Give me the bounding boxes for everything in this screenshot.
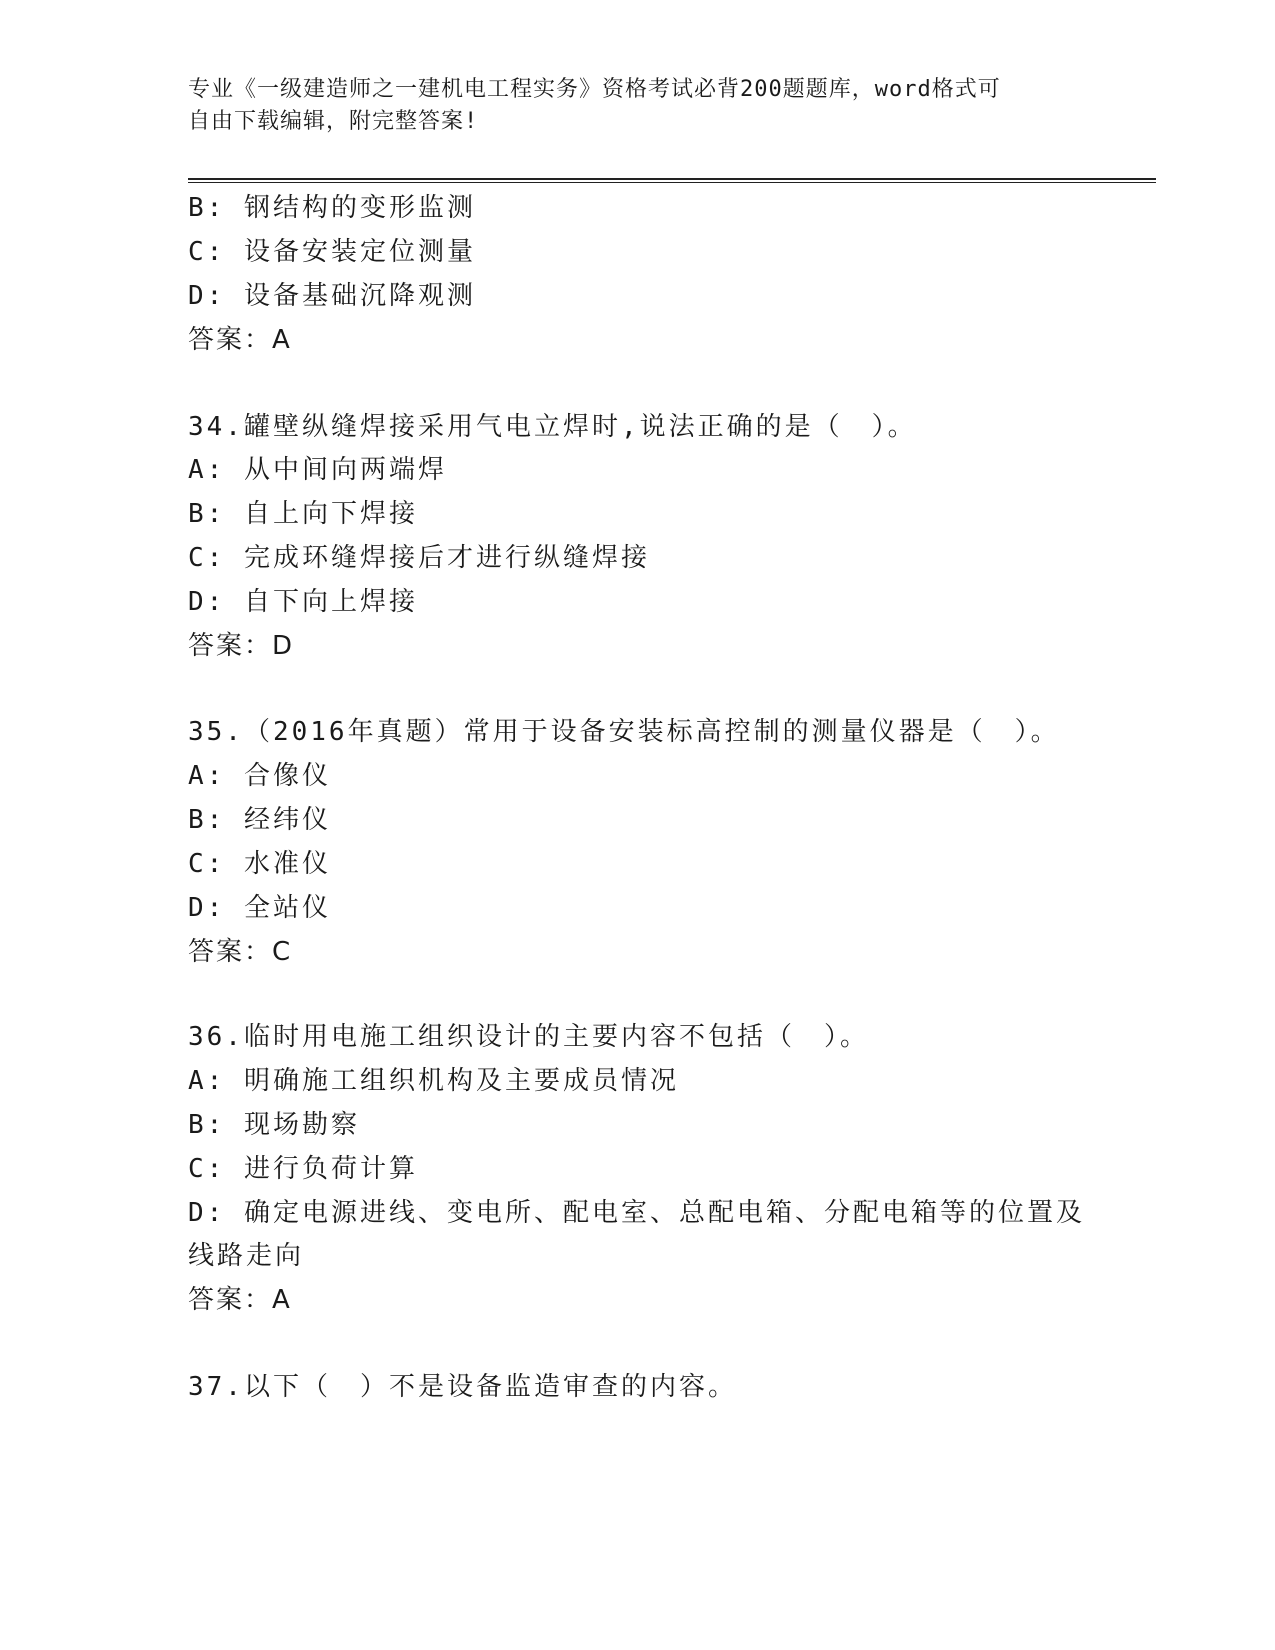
q35-answer: 答案：C [188, 937, 293, 967]
q35-option-c: C: 水准仪 [188, 849, 331, 879]
header-line-2: 自由下载编辑，附完整答案! [188, 109, 479, 134]
q33-option-b: B: 钢结构的变形监测 [188, 193, 476, 223]
q37-question: 37.以下（ ）不是设备监造审查的内容。 [188, 1372, 737, 1402]
header-line-1: 专业《一级建造师之一建机电工程实务》资格考试必背200题题库，word格式可 [188, 77, 1001, 102]
q34-option-d: D: 自下向上焊接 [188, 587, 418, 617]
document-header [188, 74, 1088, 138]
q33-answer: 答案：A [188, 325, 292, 355]
q35-option-d: D: 全站仪 [188, 893, 331, 923]
q35-question: 35.（2016年真题）常用于设备安装标高控制的测量仪器是（ ）。 [188, 717, 1060, 747]
q36-option-d-line-1: D: 确定电源进线、变电所、配电室、总配电箱、分配电箱等的位置及 [188, 1198, 1085, 1228]
q34-question: 34.罐壁纵缝焊接采用气电立焊时,说法正确的是（ ）。 [188, 412, 917, 442]
header-divider [188, 178, 1156, 183]
q36-option-a: A: 明确施工组织机构及主要成员情况 [188, 1066, 679, 1096]
q34-answer: 答案：D [188, 631, 295, 661]
q35-option-b: B: 经纬仪 [188, 805, 331, 835]
q36-option-b: B: 现场勘察 [188, 1110, 360, 1140]
q36-option-c: C: 进行负荷计算 [188, 1154, 418, 1184]
q35-option-a: A: 合像仪 [188, 761, 331, 791]
q34-option-b: B: 自上向下焊接 [188, 499, 418, 529]
q36-question: 36.临时用电施工组织设计的主要内容不包括（ ）。 [188, 1022, 869, 1052]
q36-answer: 答案：A [188, 1285, 292, 1315]
q33-option-d: D: 设备基础沉降观测 [188, 281, 476, 311]
q34-option-a: A: 从中间向两端焊 [188, 455, 447, 485]
q36-option-d-line-2: 线路走向 [188, 1241, 305, 1271]
q34-option-c: C: 完成环缝焊接后才进行纵缝焊接 [188, 543, 650, 573]
q33-option-c: C: 设备安装定位测量 [188, 237, 476, 267]
